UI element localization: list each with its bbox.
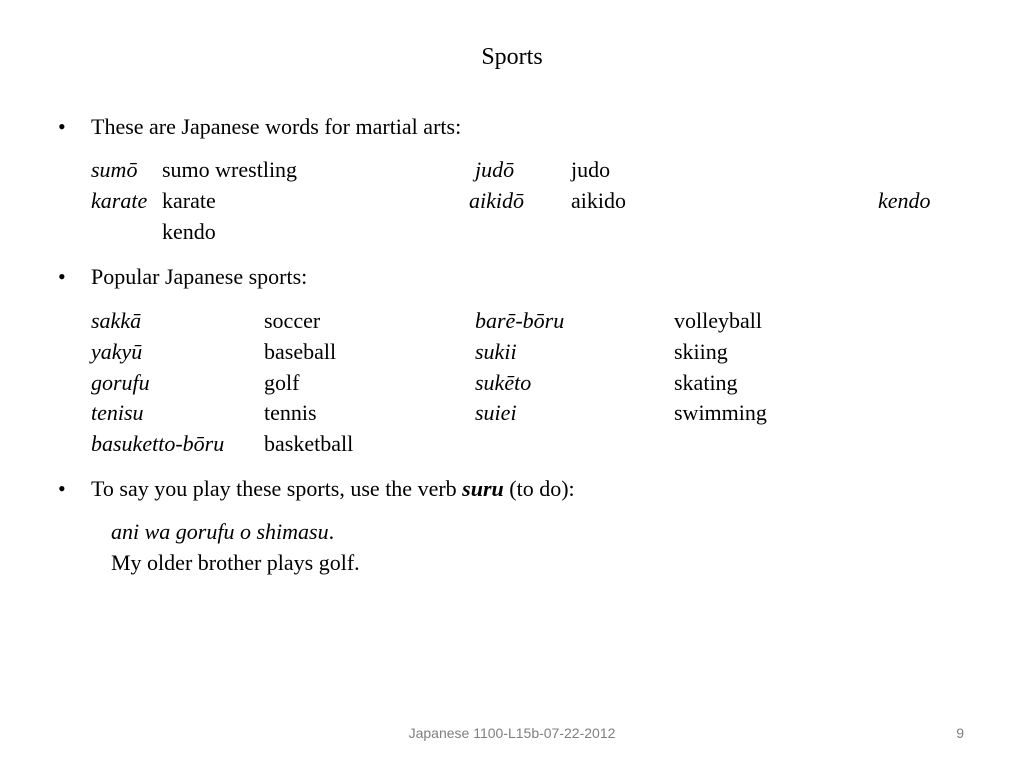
vocab-en: baseball xyxy=(264,339,337,364)
vocab-jp: gorufu xyxy=(91,370,150,395)
vocab-en: swimming xyxy=(674,400,767,425)
vocab-jp: yakyū xyxy=(91,339,143,364)
vocab-jp: tenisu xyxy=(91,400,144,425)
vocab-jp: aikidō xyxy=(469,188,524,213)
vocab-en: skiing xyxy=(674,339,728,364)
example-japanese xyxy=(111,520,334,544)
bullet-icon: • xyxy=(58,114,66,139)
bullet-martial-arts: These are Japanese words for martial arts: xyxy=(91,114,462,139)
slide-number: 9 xyxy=(956,725,964,741)
vocab-jp: barē-bōru xyxy=(475,308,565,333)
vocab-en: volleyball xyxy=(674,308,762,333)
bullet-icon: • xyxy=(58,476,66,501)
bullet-icon: • xyxy=(58,264,66,289)
bullet-sports: Popular Japanese sports: xyxy=(91,264,308,289)
vocab-jp: sukēto xyxy=(475,370,532,395)
vocab-jp: suiei xyxy=(475,400,517,425)
vocab-en: soccer xyxy=(264,308,321,333)
vocab-jp: basuketto-bōru xyxy=(91,431,225,456)
vocab-jp: sukii xyxy=(475,339,517,364)
bullet-verb-rest: (to do): xyxy=(503,476,575,501)
vocab-jp: sakkā xyxy=(91,308,142,333)
vocab-jp: sumō xyxy=(91,157,138,182)
bullet-verb xyxy=(91,477,575,501)
vocab-en: basketball xyxy=(264,431,354,456)
vocab-jp: judō xyxy=(475,157,515,182)
vocab-en: golf xyxy=(264,370,300,395)
vocab-jp: karate xyxy=(91,188,148,213)
vocab-en: sumo wrestling xyxy=(162,157,298,182)
footer-text: Japanese 1100-L15b-07-22-2012 xyxy=(408,725,616,741)
vocab-jp: kendo xyxy=(878,188,931,213)
example-jp-text: ani wa gorufu o shimasu xyxy=(111,519,329,544)
bullet-verb-text: To say you play these sports, use the verb xyxy=(91,476,463,501)
vocab-en: judo xyxy=(571,157,611,182)
vocab-en: skating xyxy=(674,370,738,395)
vocab-en: kendo xyxy=(162,219,216,244)
vocab-en: aikido xyxy=(571,188,626,213)
slide-title: Sports xyxy=(481,44,543,70)
example-jp-punct: . xyxy=(328,519,335,544)
vocab-en: tennis xyxy=(264,400,317,425)
vocab-en: karate xyxy=(162,188,216,213)
verb-suru: suru xyxy=(462,476,504,501)
example-english: My older brother plays golf. xyxy=(111,550,360,575)
